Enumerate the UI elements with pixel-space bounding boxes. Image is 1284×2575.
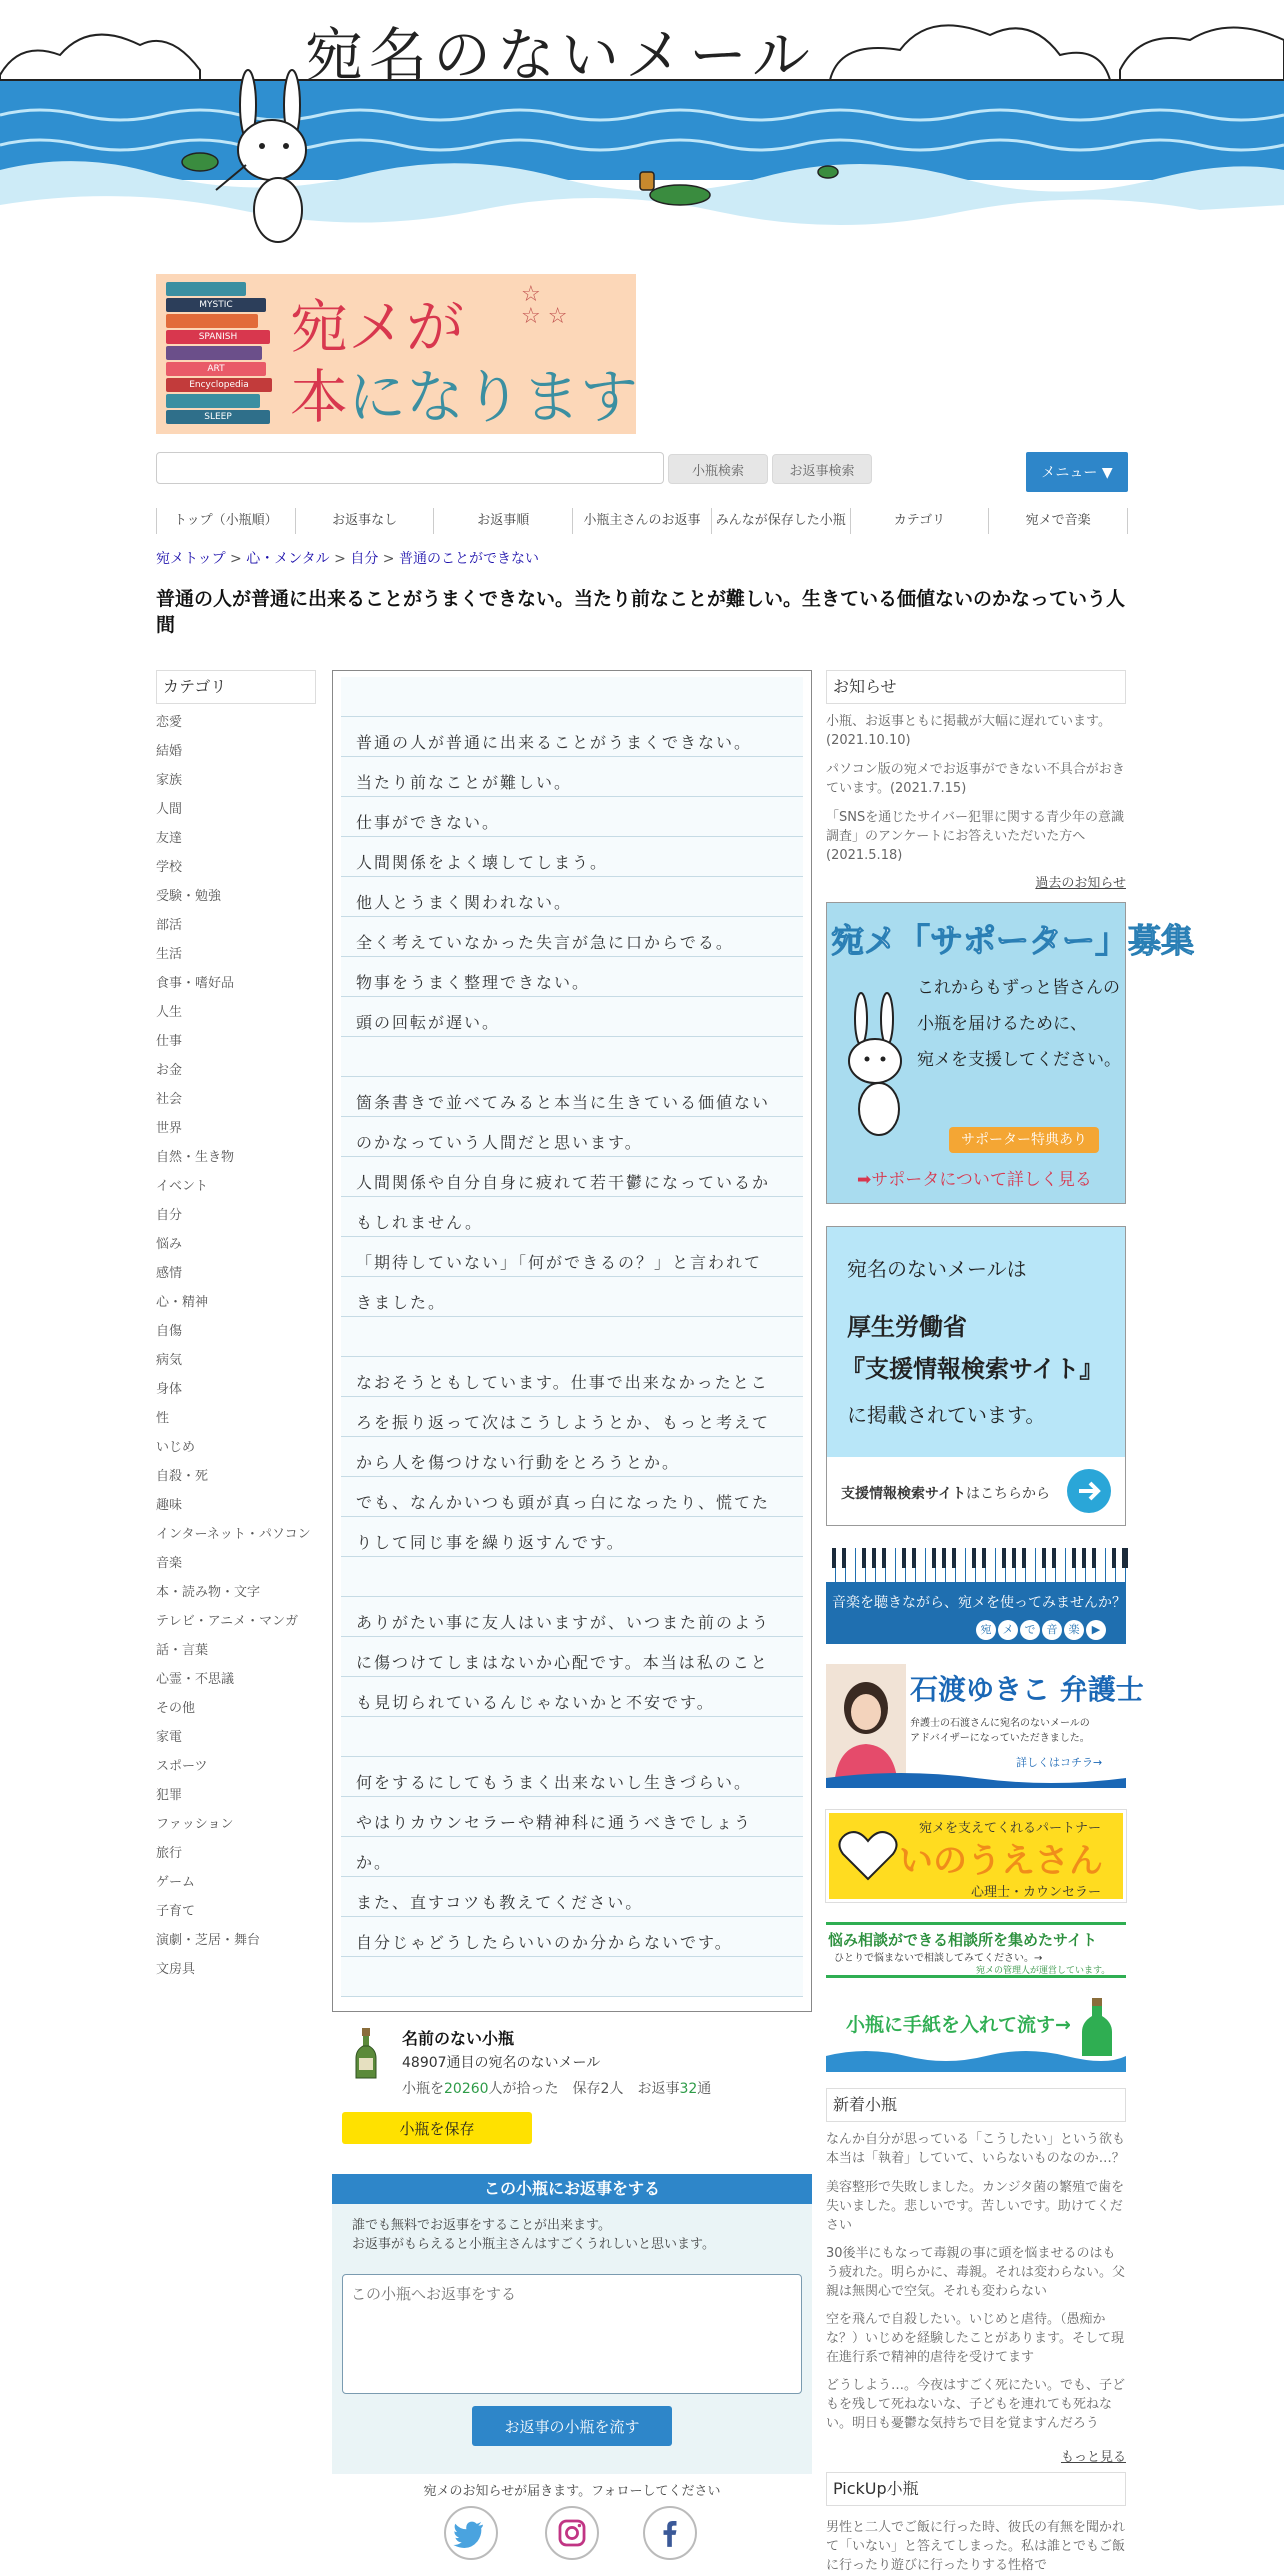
letter-line: 全く考えていなかった失言が急に口からでる。 bbox=[341, 917, 803, 957]
book-spine bbox=[166, 346, 262, 360]
letter-line: 他人とうまく関われない。 bbox=[341, 877, 803, 917]
category-item[interactable]: 身体 bbox=[156, 1382, 183, 1397]
reply-description: 誰でも無料でお返事をすることが出来ます。 お返事がもらえると小瓶主さんはすごくうれしいと思います。 bbox=[352, 2218, 715, 2252]
letter-line bbox=[341, 1957, 803, 1997]
letter-line: もしれません。 bbox=[341, 1197, 803, 1237]
save-bottle-button[interactable]: 小瓶を保存 bbox=[342, 2112, 532, 2144]
category-item[interactable]: 自分 bbox=[156, 1208, 183, 1223]
letter-line bbox=[341, 1717, 803, 1757]
book-spine bbox=[166, 314, 258, 328]
category-item[interactable]: 趣味 bbox=[156, 1498, 183, 1513]
category-item[interactable]: 本・読み物・文字 bbox=[156, 1585, 261, 1600]
category-item[interactable]: 学校 bbox=[156, 860, 183, 875]
site-header bbox=[0, 0, 1284, 250]
letter-line: も見切られているんじゃないかと不安です。 bbox=[341, 1677, 803, 1717]
supporter-badge: サポーター特典あり bbox=[949, 1127, 1099, 1153]
letter-line: 普通の人が普通に出来ることがうまくできない。 bbox=[341, 717, 803, 757]
letter-line: から人を傷つけない行動をとろうとか。 bbox=[341, 1437, 803, 1477]
supporter-text: 小瓶を届けるために、 bbox=[917, 1014, 1087, 1034]
news-more-link[interactable]: 過去のお知らせ bbox=[1035, 876, 1126, 891]
letter-line: 何をするにしてもうまく出来ないし生きづらい。 bbox=[341, 1757, 803, 1797]
nav-item-top[interactable]: トップ（小瓶順） bbox=[156, 508, 295, 534]
music-btn: メ bbox=[998, 1620, 1018, 1640]
book-spine: SLEEP bbox=[166, 410, 270, 424]
consult-title: 悩み相談ができる相談所を集めたサイト bbox=[828, 1931, 1097, 1949]
lawyer-link: 詳しくはコチラ→ bbox=[1016, 1756, 1103, 1769]
arrow-right-icon bbox=[1067, 1469, 1111, 1513]
book-spine bbox=[166, 394, 260, 408]
letter-line bbox=[341, 1557, 803, 1597]
category-item[interactable]: 自然・生き物 bbox=[156, 1150, 235, 1165]
new-bottle-item[interactable]: なんか自分が思っている「こうしたい」という欲も本当は「執着」していて、いらないものなのか…？ bbox=[826, 2132, 1126, 2166]
promo-headline-1: 宛メが bbox=[290, 293, 465, 361]
category-item[interactable]: ゲーム bbox=[156, 1875, 196, 1890]
reply-heading: この小瓶にお返事をする bbox=[332, 2174, 812, 2204]
letter-line: 仕事ができない。 bbox=[341, 797, 803, 837]
category-item[interactable]: 社会 bbox=[156, 1092, 183, 1107]
consult-note: 宛メの管理人が運営しています。 bbox=[976, 1966, 1111, 1976]
supporter-link[interactable]: ➡サポータについて詳しく見る bbox=[857, 1170, 1092, 1190]
news-item[interactable]: 小瓶、お返事ともに掲載が大幅に遅れています。(2021.10.10) bbox=[826, 714, 1111, 748]
star-decoration-icon: ☆ ☆ ☆ bbox=[521, 282, 568, 329]
category-item[interactable]: 生活 bbox=[156, 947, 183, 962]
letter-line: きました。 bbox=[341, 1277, 803, 1317]
category-item[interactable]: 恋愛 bbox=[156, 715, 183, 730]
letter-line: 「期待していない」「何ができるの？」と言われて bbox=[341, 1237, 803, 1277]
wave-decoration bbox=[826, 1768, 1126, 1788]
supporter-text: 宛メを支援してください。 bbox=[917, 1050, 1121, 1070]
category-item[interactable]: その他 bbox=[156, 1701, 196, 1716]
nav-item-music[interactable]: 宛メで音楽 bbox=[988, 508, 1128, 534]
saved-count: 保存2人 bbox=[572, 2081, 624, 2097]
mhlw-banner[interactable] bbox=[826, 1226, 1126, 1526]
letter-line: 物事をうまく整理できない。 bbox=[341, 957, 803, 997]
instagram-icon[interactable] bbox=[545, 2506, 599, 2560]
reply-textarea[interactable] bbox=[342, 2274, 802, 2394]
main-nav bbox=[156, 508, 1128, 534]
letter-line: に傷つけてしまはないか心配です。本当は私のこと bbox=[341, 1637, 803, 1677]
consult-subtitle: ひとりで悩まないで相談してみてください。→ bbox=[834, 1953, 1043, 1964]
category-item[interactable]: お金 bbox=[156, 1063, 183, 1078]
letter-line: か。 bbox=[341, 1837, 803, 1877]
category-item[interactable]: 文房具 bbox=[156, 1962, 196, 1977]
breadcrumb-item[interactable]: 普通のことができない bbox=[398, 551, 539, 567]
letter-line: りして同じ事を繰り返すんです。 bbox=[341, 1517, 803, 1557]
letter-line: やはりカウンセラーや精神科に通うべきでしょう bbox=[341, 1797, 803, 1837]
category-item[interactable]: 心霊・不思議 bbox=[156, 1672, 235, 1687]
category-item[interactable]: 心・精神 bbox=[156, 1295, 209, 1310]
promo-headline-2: 本になります bbox=[290, 363, 639, 431]
new-bottles-more-link[interactable]: もっと見る bbox=[1060, 2450, 1126, 2465]
letter-line: 当たり前なことが難しい。 bbox=[341, 757, 803, 797]
category-item[interactable]: 旅行 bbox=[156, 1846, 183, 1861]
letter-line: 人間関係や自分自身に疲れて若干鬱になっているか bbox=[341, 1157, 803, 1197]
bottle-count: 48907通目の宛名のないメール bbox=[402, 2055, 601, 2071]
category-list bbox=[156, 708, 326, 1984]
twitter-icon[interactable] bbox=[444, 2506, 498, 2560]
category-item[interactable]: 受験・勉強 bbox=[156, 889, 222, 904]
supporter-text: これからもずっと皆さんの bbox=[917, 978, 1120, 998]
new-bottle-item[interactable]: 美容整形で失敗しました。カンジタ菌の繁殖で歯を失いました。悲しいです。苦しいです。助けてください bbox=[826, 2180, 1125, 2233]
bottle-stats: 小瓶を20260人が拾った 保存2人 お返事32通 bbox=[402, 2081, 712, 2097]
nav-item-saved[interactable]: みんなが保存した小瓶 bbox=[711, 508, 850, 534]
facebook-icon[interactable] bbox=[643, 2506, 697, 2560]
new-bottle-item[interactable]: 空を飛んで自殺したい。いじめと虐待。（愚痴かな？）いじめを経験したことがあります。そして現在進行系で精神的虐待を受けてます bbox=[826, 2312, 1124, 2365]
category-item[interactable]: 部活 bbox=[156, 918, 183, 933]
category-item[interactable]: 結婚 bbox=[156, 744, 183, 759]
letter-line bbox=[341, 1037, 803, 1077]
lawyer-banner[interactable] bbox=[826, 1664, 1144, 1788]
book-promo-banner[interactable] bbox=[156, 274, 639, 434]
category-item[interactable]: 家族 bbox=[156, 773, 183, 788]
category-item[interactable]: ファッション bbox=[156, 1817, 234, 1832]
category-item[interactable]: いじめ bbox=[156, 1440, 196, 1455]
letter-lines bbox=[341, 677, 803, 1997]
bottle-name: 名前のない小瓶 bbox=[402, 2029, 515, 2048]
follow-text: 宛メのお知らせが届きます。フォローしてください bbox=[423, 2484, 721, 2499]
category-item[interactable]: 音楽 bbox=[156, 1556, 183, 1571]
mhlw-text: 『支援情報検索サイト』 bbox=[841, 1355, 1104, 1383]
news-heading: お知らせ bbox=[826, 670, 1126, 704]
mhlw-banner-top bbox=[827, 1227, 1125, 1457]
category-item[interactable]: 世界 bbox=[156, 1121, 183, 1136]
category-item[interactable]: 友達 bbox=[156, 831, 183, 846]
lawyer-description: 弁護士の石渡さんに宛名のないメールの アドバイザーになっていただきました。 bbox=[910, 1718, 1090, 1744]
heart-icon bbox=[837, 1827, 899, 1883]
book-spine: SPANISH bbox=[166, 330, 270, 344]
category-item[interactable]: 子育て bbox=[156, 1904, 196, 1919]
category-item[interactable]: 食事・嗜好品 bbox=[156, 976, 235, 991]
bottle-icon bbox=[1078, 1996, 1118, 2060]
category-item[interactable]: 仕事 bbox=[156, 1034, 183, 1049]
letter-line: なおそうともしています。仕事で出来なかったとこ bbox=[341, 1357, 803, 1397]
partner-name: いのうえさん bbox=[899, 1841, 1103, 1881]
bottle-letter-banner[interactable] bbox=[826, 1996, 1126, 2072]
category-item[interactable]: 人生 bbox=[156, 1005, 183, 1020]
bottle-icon bbox=[354, 2028, 378, 2080]
book-stack-illustration bbox=[166, 282, 274, 432]
pickup-heading: PickUp小瓶 bbox=[826, 2472, 1126, 2506]
book-spine: MYSTIC bbox=[166, 298, 266, 312]
new-bottles-heading: 新着小瓶 bbox=[826, 2088, 1126, 2122]
category-item[interactable]: 悩み bbox=[156, 1237, 183, 1252]
letter-paper bbox=[332, 670, 812, 2012]
pickup-item[interactable]: 男性と二人でご飯に行った時、彼氏の有無を聞かれて「いない」と答えてしまった。私は誰とでもご飯に行ったり遊びに行ったりする性格で bbox=[826, 2520, 1126, 2573]
category-item[interactable]: 演劇・芝居・舞台 bbox=[156, 1933, 261, 1948]
nav-item-no-reply[interactable]: お返事なし bbox=[295, 508, 434, 534]
category-item[interactable]: 感情 bbox=[156, 1266, 183, 1281]
new-bottle-item[interactable]: 30後半にもなって毒親の事に頭を悩ませるのはもう疲れた。明らかに、毒親。それは変わらない。父親は無関心で空気。それも変わらない bbox=[826, 2246, 1126, 2299]
mhlw-link: 支援情報検索サイトはこちらから bbox=[841, 1486, 1051, 1502]
category-item[interactable]: 病気 bbox=[156, 1353, 183, 1368]
consult-banner[interactable] bbox=[826, 1922, 1126, 1978]
nav-item-category[interactable]: カテゴリ bbox=[850, 508, 989, 534]
category-heading: カテゴリ bbox=[156, 670, 316, 704]
menu-button[interactable]: メニュー ▼ bbox=[1026, 452, 1128, 492]
nav-item-reply-order[interactable]: お返事順 bbox=[433, 508, 572, 534]
category-item[interactable]: 家電 bbox=[156, 1730, 183, 1745]
bottle-letter-text: 小瓶に手紙を入れて流す→ bbox=[846, 2014, 1071, 2036]
play-icon: ▶ bbox=[1086, 1620, 1106, 1640]
book-spine: Encyclopedia bbox=[166, 378, 272, 392]
reply-form bbox=[332, 2174, 812, 2474]
letter-line: でも、なんかいつも頭が真っ白になったり、慌てた bbox=[341, 1477, 803, 1517]
letter-line: 頭の回転が遅い。 bbox=[341, 997, 803, 1037]
breadcrumb-item[interactable]: 宛メトップ bbox=[156, 551, 226, 567]
music-btn: 音 bbox=[1042, 1620, 1062, 1640]
category-item[interactable]: 性 bbox=[156, 1411, 170, 1426]
breadcrumb-item[interactable]: 心・メンタル bbox=[246, 551, 330, 567]
music-btn: 宛 bbox=[976, 1620, 996, 1640]
reply-search-button[interactable]: お返事検索 bbox=[772, 454, 872, 484]
partner-banner[interactable] bbox=[826, 1810, 1126, 1902]
breadcrumb: 宛メトップ > 心・メンタル > 自分 > 普通のことができない bbox=[156, 551, 539, 567]
category-item[interactable]: 自殺・死 bbox=[156, 1469, 209, 1484]
mhlw-text: 宛名のないメールは bbox=[847, 1257, 1027, 1281]
site-title[interactable]: 宛名のないメール bbox=[305, 21, 816, 89]
category-item[interactable]: 人間 bbox=[156, 802, 183, 817]
picked-count: 20260 bbox=[444, 2081, 489, 2097]
letter-line: ありがたい事に友人はいますが、いつまた前のよう bbox=[341, 1597, 803, 1637]
partner-subtitle: 宛メを支えてくれるパートナー bbox=[919, 1821, 1102, 1836]
lawyer-name: 石渡ゆきこ 弁護士 bbox=[910, 1673, 1144, 1706]
new-bottle-item[interactable]: どうしよう…。今夜はすごく死にたい。でも、子どもを残して死ねないな、子どもを連れても死ねない。明日も憂鬱な気持ちで目を覚ますんだろう bbox=[826, 2378, 1126, 2431]
partner-role: 心理士・カウンセラー bbox=[971, 1885, 1102, 1900]
mhlw-banner-bottom bbox=[827, 1457, 1125, 1525]
mhlw-text: 厚生労働省 bbox=[847, 1313, 967, 1341]
letter-line: また、直すコツも教えてください。 bbox=[341, 1877, 803, 1917]
breadcrumb-item[interactable]: 自分 bbox=[350, 551, 379, 567]
page-title: 普通の人が普通に出来ることがうまくできない。当たり前なことが難しい。生きている価値ないのかなっていう人間 bbox=[156, 588, 1126, 636]
category-item[interactable]: イベント bbox=[156, 1179, 209, 1194]
category-item[interactable]: インターネット・パソコン bbox=[156, 1527, 311, 1542]
nav-item-owner-reply[interactable]: 小瓶主さんのお返事 bbox=[572, 508, 711, 534]
search-input[interactable] bbox=[156, 452, 664, 484]
letter-line: 箇条書きで並べてみると本当に生きている価値ない bbox=[341, 1077, 803, 1117]
category-item[interactable]: 自傷 bbox=[156, 1324, 183, 1339]
music-banner[interactable] bbox=[826, 1548, 1126, 1644]
category-item[interactable]: テレビ・アニメ・マンガ bbox=[156, 1614, 299, 1629]
bottle-search-button[interactable]: 小瓶検索 bbox=[668, 454, 768, 484]
letter-line: ろを振り返って次はこうしようとか、もっと考えて bbox=[341, 1397, 803, 1437]
letter-line: 自分じゃどうしたらいいのか分からないです。 bbox=[341, 1917, 803, 1957]
news-item[interactable]: パソコン版の宛メでお返事ができない不具合がおきています。(2021.7.15) bbox=[826, 762, 1125, 796]
music-text: 音楽を聴きながら、宛メを使ってみませんか？ bbox=[832, 1595, 1126, 1611]
music-btn: で bbox=[1020, 1620, 1040, 1640]
category-item[interactable]: スポーツ bbox=[156, 1759, 208, 1774]
category-item[interactable]: 話・言葉 bbox=[156, 1643, 209, 1658]
supporter-title: 宛メ「サポーター」募集 bbox=[831, 921, 1194, 960]
supporter-banner[interactable] bbox=[826, 902, 1194, 1204]
letter-line bbox=[341, 1317, 803, 1357]
reply-count: 32 bbox=[679, 2081, 698, 2097]
letter-line bbox=[341, 677, 803, 717]
letter-line: のかなっていう人間だと思います。 bbox=[341, 1117, 803, 1157]
piano-keys-icon bbox=[826, 1548, 1126, 1582]
send-reply-button[interactable]: お返事の小瓶を流す bbox=[472, 2406, 672, 2446]
book-spine bbox=[166, 282, 246, 296]
book-spine: ART bbox=[166, 362, 266, 376]
music-button-row bbox=[976, 1618, 1108, 1640]
rabbit-icon bbox=[831, 989, 921, 1139]
music-btn: 楽 bbox=[1064, 1620, 1084, 1640]
category-item[interactable]: 犯罪 bbox=[156, 1788, 183, 1803]
letter-line: 人間関係をよく壊してしまう。 bbox=[341, 837, 803, 877]
news-item[interactable]: 「SNSを通じたサイバー犯罪に関する青少年の意識調査」のアンケートにお答えいただいた方へ(2021.5.18) bbox=[826, 810, 1125, 863]
mhlw-text: に掲載されています。 bbox=[847, 1403, 1046, 1427]
